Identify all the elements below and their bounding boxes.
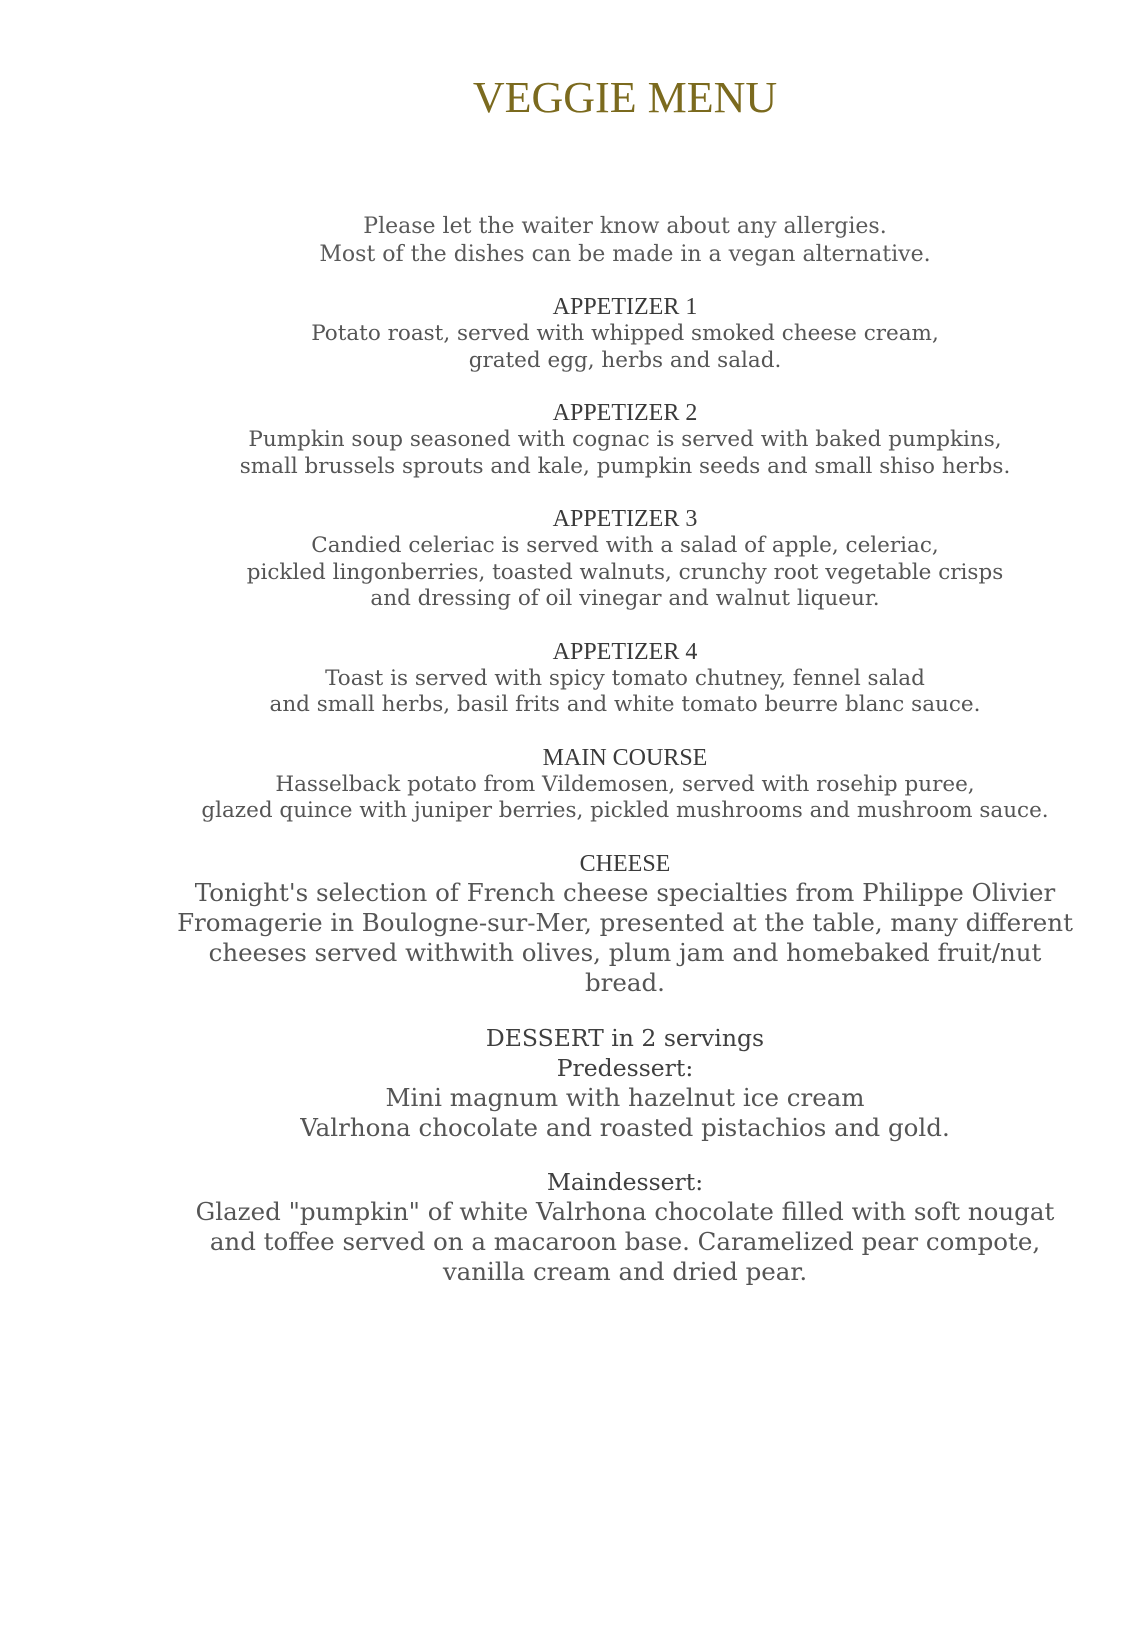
section-dessert [0,1023,1125,1287]
dish-description-line: vanilla cream and dried pear. [442,1256,808,1286]
section-title: APPETIZER 3 [552,506,698,532]
dish-description-line: Pumpkin soup seasoned with cognac is served with baked pumpkins, [248,427,1002,452]
dish-description-line: bread. [585,967,665,997]
section-title: CHEESE [579,850,671,877]
dish-description-line: Mini magnum with hazelnut ice cream [385,1082,865,1112]
page-title: VEGGIE MENU [472,73,778,122]
intro-line: Please let the waiter know about any allergies. [363,214,887,239]
dish-description-line: Toast is served with spicy tomato chutney, fennel salad [325,665,925,691]
dish-description-line: grated egg, herbs and salad. [468,347,782,373]
maindessert-title: Maindessert: [546,1167,704,1196]
intro-line: Most of the dishes can be made in a vegan alternative. [319,242,931,267]
section-cheese [0,850,1125,998]
allergy-note [0,213,1125,269]
section-title: APPETIZER 2 [552,400,698,426]
dish-description-line: and toffee served on a macaroon base. Caramelized pear compote, [209,1226,1041,1256]
section-appetizer-2 [0,399,1125,480]
dish-description-line: glazed quince with juniper berries, pickled mushrooms and mushroom sauce. [201,798,1049,823]
predessert-title: Predessert: [556,1053,694,1082]
dish-description-line: Fromagerie in Boulogne-sur-Mer, presented at the table, many different [177,907,1073,937]
section-title: APPETIZER 4 [552,638,698,665]
dish-description-line: Candied celeriac is served with a salad of apple, celeriac, [311,533,939,558]
section-main-course [0,744,1125,825]
dish-description-line: Tonight's selection of French cheese specialties from Philippe Olivier [194,877,1056,907]
dish-description-line: and dressing of oil vinegar and walnut liqueur. [370,586,880,611]
menu-content [0,213,1125,1312]
dish-description-line: small brussels sprouts and kale, pumpkin seeds and small shiso herbs. [239,453,1011,479]
dish-description-line: and small herbs, basil frits and white tomato beurre blanc sauce. [269,692,981,717]
spacer [0,1143,1125,1167]
dish-description-line: Glazed "pumpkin" of white Valrhona chocolate filled with soft nougat [195,1196,1055,1226]
dish-description-line: Potato roast, served with whipped smoked cheese cream, [311,321,939,346]
section-title: APPETIZER 1 [552,294,698,320]
section-title: MAIN COURSE [542,744,708,771]
dish-description-line: cheeses served withwith olives, plum jam and homebaked fruit/nut [208,937,1042,967]
section-title: DESSERT in 2 servings [485,1023,765,1052]
section-appetizer-3 [0,505,1125,613]
dish-description-line: pickled lingonberries, toasted walnuts, crunchy root vegetable crisps [246,559,1004,585]
dish-description-line: Hasselback potato from Vildemosen, served with rosehip puree, [275,771,975,797]
dish-description-line: Valrhona chocolate and roasted pistachios and gold. [300,1112,950,1142]
section-appetizer-4 [0,638,1125,719]
section-appetizer-1 [0,293,1125,374]
